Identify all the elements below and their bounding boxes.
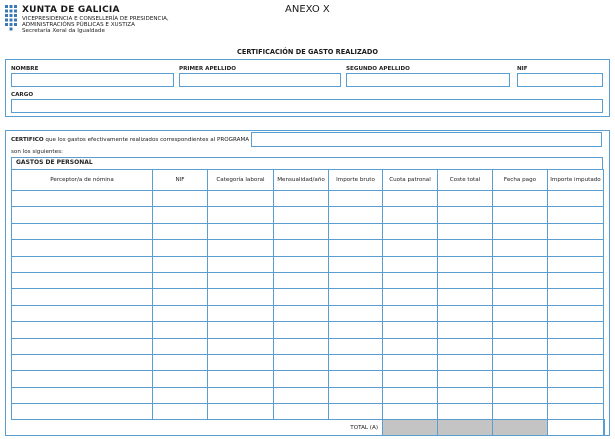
table-cell[interactable] [153, 354, 208, 370]
table-cell[interactable] [208, 354, 274, 370]
table-cell[interactable] [274, 289, 329, 305]
nombre-label: NOMBRE [11, 66, 39, 72]
programa-field[interactable] [251, 132, 602, 147]
table-row [12, 256, 605, 272]
table-cell[interactable] [329, 223, 383, 239]
col-importe-bruto: Importe bruto [329, 170, 383, 191]
primer-apellido-field[interactable] [179, 73, 341, 87]
table-cell[interactable] [153, 322, 208, 338]
col-coste-total: Coste total [438, 170, 493, 191]
table-cell[interactable] [208, 191, 274, 207]
org-line-3: Secretaría Xeral da Igualdade [22, 28, 105, 34]
table-cell[interactable] [548, 305, 604, 321]
table-row [12, 305, 605, 321]
table-cell[interactable] [208, 289, 274, 305]
gastos-personal-header [11, 157, 603, 169]
table-cell[interactable] [153, 404, 208, 420]
table-cell[interactable] [383, 223, 438, 239]
table-cell[interactable] [329, 256, 383, 272]
table-cell[interactable] [438, 223, 493, 239]
table-cell[interactable] [493, 354, 548, 370]
table-cell[interactable] [274, 322, 329, 338]
table-cell[interactable] [548, 207, 604, 223]
table-cell[interactable] [383, 289, 438, 305]
table-row [12, 272, 605, 288]
table-cell[interactable] [208, 387, 274, 403]
table-cell[interactable] [493, 207, 548, 223]
table-cell[interactable] [153, 289, 208, 305]
table-cell[interactable] [548, 404, 604, 420]
table-cell[interactable] [208, 404, 274, 420]
annex-title: ANEXO X [285, 4, 330, 15]
table-cell[interactable] [548, 272, 604, 288]
table-cell[interactable] [12, 387, 153, 403]
table-cell[interactable] [12, 256, 153, 272]
table-row [12, 223, 605, 239]
table-cell[interactable] [208, 338, 274, 354]
table-cell[interactable] [274, 256, 329, 272]
table-cell[interactable] [548, 256, 604, 272]
table-cell[interactable] [548, 322, 604, 338]
table-cell[interactable] [153, 191, 208, 207]
table-cell[interactable] [274, 404, 329, 420]
table-cell[interactable] [274, 305, 329, 321]
total-coste-total [493, 420, 548, 436]
table-cell[interactable] [329, 387, 383, 403]
col-categoria: Categoría laboral [208, 170, 274, 191]
table-row [12, 387, 605, 403]
table-cell[interactable] [438, 305, 493, 321]
table-cell[interactable] [329, 305, 383, 321]
table-cell[interactable] [12, 404, 153, 420]
table-cell[interactable] [208, 305, 274, 321]
table-cell[interactable] [438, 354, 493, 370]
col-cuota-patronal: Cuota patronal [383, 170, 438, 191]
table-cell[interactable] [153, 223, 208, 239]
table-cell[interactable] [548, 371, 604, 387]
table-cell[interactable] [208, 240, 274, 256]
table-cell[interactable] [329, 240, 383, 256]
total-cuota-patronal [438, 420, 493, 436]
table-cell[interactable] [438, 338, 493, 354]
certifico-statement [11, 137, 249, 143]
table-cell[interactable] [12, 322, 153, 338]
table-cell[interactable] [12, 338, 153, 354]
table-row [12, 207, 605, 223]
expenses-table [11, 169, 605, 436]
table-cell[interactable] [274, 223, 329, 239]
table-cell[interactable] [153, 207, 208, 223]
table-row [12, 240, 605, 256]
table-cell[interactable] [12, 240, 153, 256]
table-cell[interactable] [329, 371, 383, 387]
table-cell[interactable] [329, 404, 383, 420]
table-cell[interactable] [383, 354, 438, 370]
org-line-2: ADMINISTRACIÓNS PÚBLICAS E XUSTIZA [22, 22, 135, 28]
table-cell[interactable] [548, 223, 604, 239]
table-cell[interactable] [208, 223, 274, 239]
table-row [12, 289, 605, 305]
table-cell[interactable] [12, 305, 153, 321]
table-cell[interactable] [548, 354, 604, 370]
table-cell[interactable] [274, 371, 329, 387]
certifico-lead: CERTIFICO [11, 137, 44, 143]
table-cell[interactable] [274, 387, 329, 403]
brand-name: XUNTA DE GALICIA [22, 5, 120, 15]
total-label-text: TOTAL (A) [350, 425, 378, 432]
table-row [12, 404, 605, 420]
nif-field[interactable] [517, 73, 603, 87]
table-cell[interactable] [493, 272, 548, 288]
page-title: CERTIFICACIÓN DE GASTO REALIZADO [237, 48, 378, 56]
table-header-row [12, 170, 605, 191]
segundo-apellido-field[interactable] [346, 73, 510, 87]
table-cell[interactable] [438, 371, 493, 387]
table-cell[interactable] [493, 404, 548, 420]
table-cell[interactable] [438, 289, 493, 305]
col-nif: NIF [153, 170, 208, 191]
table-cell[interactable] [438, 240, 493, 256]
table-cell[interactable] [208, 207, 274, 223]
table-cell[interactable] [12, 223, 153, 239]
table-cell[interactable] [438, 191, 493, 207]
table-cell[interactable] [12, 272, 153, 288]
table-cell[interactable] [493, 387, 548, 403]
table-cell[interactable] [493, 338, 548, 354]
table-cell[interactable] [438, 256, 493, 272]
table-cell[interactable] [383, 305, 438, 321]
table-cell[interactable] [383, 191, 438, 207]
certifico-text: que los gastos efectivamente realizados correspondientes al PROGRAMA [43, 137, 250, 143]
table-cell[interactable] [383, 207, 438, 223]
col-importe-imputado: Importe imputado [548, 170, 604, 191]
table-cell[interactable] [329, 272, 383, 288]
table-cell[interactable] [493, 305, 548, 321]
table-cell[interactable] [329, 322, 383, 338]
table-cell[interactable] [438, 387, 493, 403]
primer-apellido-label: PRIMER APELLIDO [179, 66, 236, 72]
cargo-field[interactable] [11, 99, 603, 113]
table-cell[interactable] [383, 387, 438, 403]
table-cell[interactable] [329, 207, 383, 223]
table-cell[interactable] [383, 404, 438, 420]
table-cell[interactable] [208, 322, 274, 338]
table-cell[interactable] [12, 289, 153, 305]
certifico-followup: son los siguientes: [11, 149, 63, 155]
total-label [12, 420, 383, 436]
table-cell[interactable] [274, 338, 329, 354]
table-cell[interactable] [208, 272, 274, 288]
table-cell[interactable] [274, 354, 329, 370]
col-fecha-pago: Fecha pago [493, 170, 548, 191]
org-line-1: VICEPRESIDENCIA E CONSELLERÍA DE PRESIDENCIA, [22, 16, 169, 22]
table-cell[interactable] [153, 272, 208, 288]
table-cell[interactable] [329, 338, 383, 354]
table-cell[interactable] [329, 354, 383, 370]
cargo-label: CARGO [11, 92, 34, 98]
total-fecha-pago [548, 420, 604, 436]
table-cell[interactable] [493, 289, 548, 305]
table-cell[interactable] [153, 371, 208, 387]
table-cell[interactable] [383, 371, 438, 387]
xunta-logo-icon [4, 4, 18, 34]
table-cell[interactable] [383, 272, 438, 288]
table-cell[interactable] [493, 322, 548, 338]
table-cell[interactable] [493, 240, 548, 256]
table-cell[interactable] [12, 354, 153, 370]
table-cell[interactable] [548, 191, 604, 207]
col-perceptor: Perceptor/a de nómina [12, 170, 153, 191]
segundo-apellido-label: SEGUNDO APELLIDO [346, 66, 410, 72]
table-cell[interactable] [383, 322, 438, 338]
table-cell[interactable] [438, 404, 493, 420]
table-cell[interactable] [153, 305, 208, 321]
table-cell[interactable] [12, 191, 153, 207]
table-cell[interactable] [153, 240, 208, 256]
table-row [12, 191, 605, 207]
table-row [12, 354, 605, 370]
nif-label: NIF [517, 66, 528, 72]
table-row [12, 371, 605, 387]
table-cell[interactable] [493, 371, 548, 387]
col-mensualidad: Mensualidad/año [274, 170, 329, 191]
table-cell[interactable] [274, 207, 329, 223]
table-row [12, 338, 605, 354]
total-importe-bruto [383, 420, 438, 436]
table-row [12, 322, 605, 338]
total-importe-imputado [604, 420, 605, 436]
table-cell[interactable] [438, 322, 493, 338]
table-cell[interactable] [493, 191, 548, 207]
table-cell[interactable] [383, 240, 438, 256]
table-cell[interactable] [12, 207, 153, 223]
table-cell[interactable] [438, 207, 493, 223]
table-cell[interactable] [12, 371, 153, 387]
table-cell[interactable] [274, 191, 329, 207]
table-cell[interactable] [548, 387, 604, 403]
table-cell[interactable] [329, 289, 383, 305]
table-cell[interactable] [383, 338, 438, 354]
table-cell[interactable] [329, 191, 383, 207]
table-cell[interactable] [548, 240, 604, 256]
table-cell[interactable] [493, 256, 548, 272]
table-cell[interactable] [208, 371, 274, 387]
nombre-field[interactable] [11, 73, 174, 87]
table-cell[interactable] [493, 223, 548, 239]
table-cell[interactable] [548, 338, 604, 354]
gastos-personal-title: GASTOS DE PERSONAL [16, 159, 93, 166]
table-cell[interactable] [438, 272, 493, 288]
table-cell[interactable] [153, 256, 208, 272]
table-cell[interactable] [548, 289, 604, 305]
table-cell[interactable] [383, 256, 438, 272]
table-cell[interactable] [274, 240, 329, 256]
table-cell[interactable] [153, 387, 208, 403]
table-cell[interactable] [153, 338, 208, 354]
table-cell[interactable] [208, 256, 274, 272]
table-cell[interactable] [274, 272, 329, 288]
total-row [12, 420, 605, 436]
